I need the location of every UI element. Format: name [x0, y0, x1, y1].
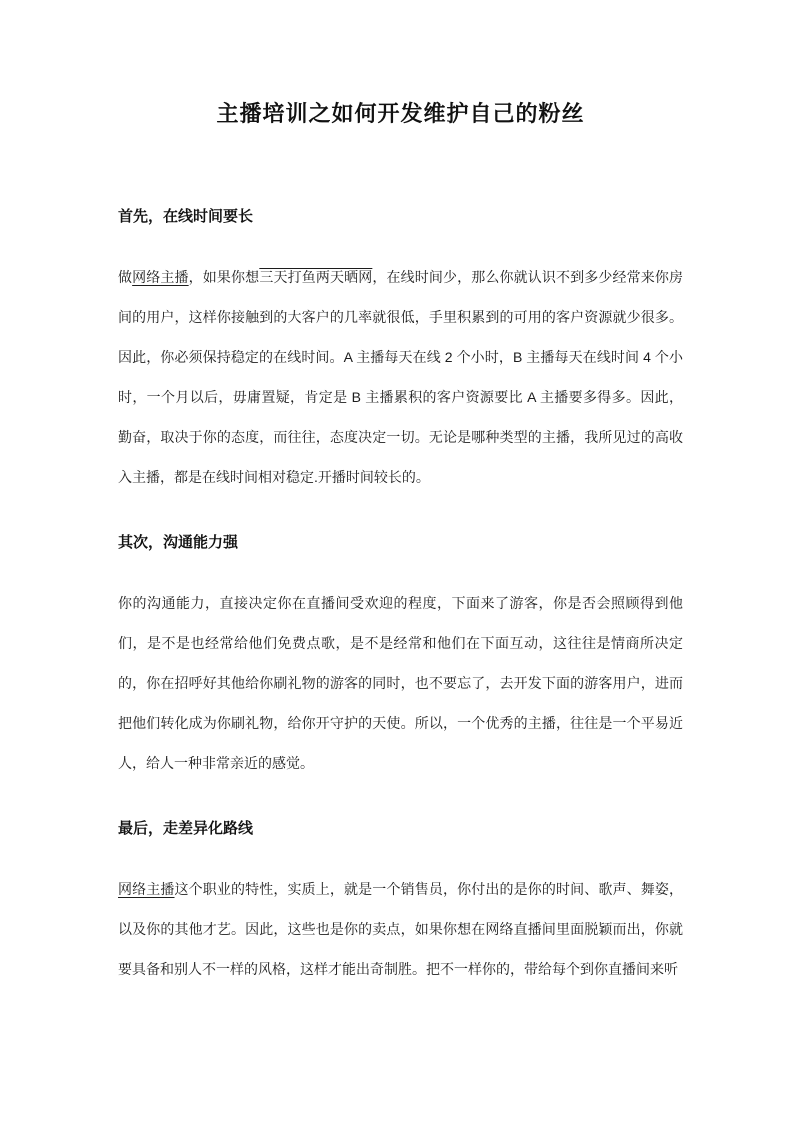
section-heading: 首先，在线时间要长 — [118, 208, 254, 225]
document-body — [118, 197, 683, 989]
text-segment-underline: 网络主播 — [132, 269, 189, 285]
section-heading: 其次，沟通能力强 — [118, 534, 239, 551]
document-title: 主播培训之如何开发维护自己的粉丝 — [216, 101, 585, 126]
text-segment: 你的沟通能力，直接决定你在直播间受欢迎的程度，下面来了游客，你是否会照顾得到他们，是不是也经常给他们免费点歌，是不是经常和他们在下面互动，这往往是情商所决定的，你在招呼好其他给你刷礼物的游客的同时，也不要忘了，去开发下面的游客用户，进而把他们转化成为你刷礼物，给你开守护的天使。所以，一个优秀的主播，往往是一个平易近人，给人一种非常亲近的感觉。 — [118, 595, 683, 771]
text-segment: ，在线时间少，那么你就认识不到多少经常来你房间的用户，这样你接触到的大客户的几率就很低，手里积累到的可用的客户资源就少很多。因此，你必须保持稳定的在线时间。A 主播每天在线 2 个小时，B 主播每天在线时间 4 个小时，一个月以后，毋庸置疑，肯定是 B 主播累积的客户资源要比 A 主播要多得多。因此，勤奋，取决于你的态度，而往往，态度决定一切。无论是哪种类型的主播，我所见过的高收入主播，都是在线时间相对稳定.开播时间较长的。 — [118, 269, 684, 485]
section-paragraph — [118, 583, 683, 783]
text-segment: ，如果你想 — [188, 269, 260, 285]
section-paragraph — [118, 257, 683, 497]
text-segment-underline: 网络主播 — [118, 881, 175, 897]
section-paragraph — [118, 869, 683, 989]
text-segment: 这个职业的特性，实质上，就是一个销售员，你付出的是你的时间、歌声、舞姿，以及你的其他才艺。因此，这些也是你的卖点，如果你想在网络直播间里面脱颖而出，你就要具备和别人不一样的风格，这样才能出奇制胜。把不一样你的，带给每个到你直播间来听 — [118, 881, 684, 977]
text-segment-overline: 三天打鱼两天晒网 — [259, 269, 373, 285]
section-heading: 最后，走差异化路线 — [118, 820, 254, 837]
text-segment: 做 — [118, 269, 133, 285]
